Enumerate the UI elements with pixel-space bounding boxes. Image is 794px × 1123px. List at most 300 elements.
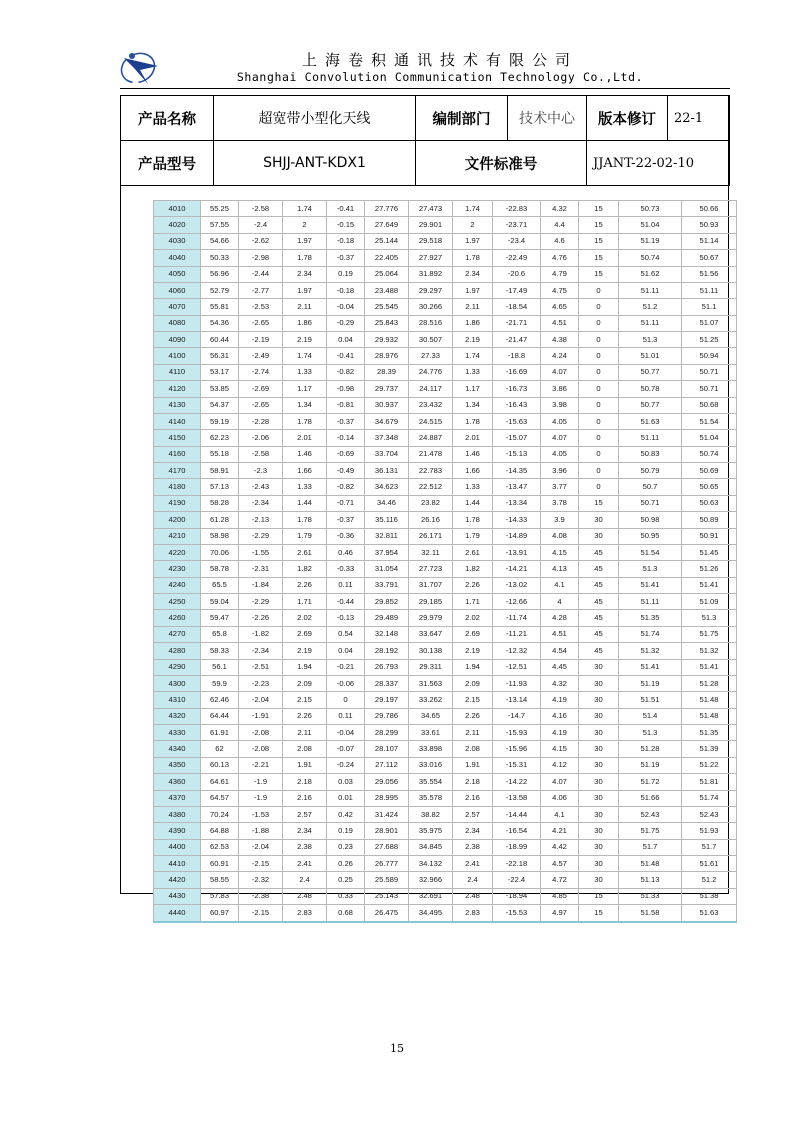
table-cell: 32.966 [409,872,453,888]
frequency-cell: 4100 [154,348,201,364]
table-cell: -13.02 [493,577,541,593]
table-cell: -16.54 [493,823,541,839]
table-cell: 23.432 [409,397,453,413]
table-cell: 51.3 [619,561,682,577]
table-cell: 51.74 [682,790,737,806]
table-row [154,659,737,675]
table-cell: 2.34 [283,823,327,839]
table-cell: 2.19 [453,332,493,348]
table-cell: -0.33 [327,561,365,577]
table-cell: 1.34 [453,397,493,413]
table-cell: 1.74 [283,201,327,217]
table-cell: 0 [579,332,619,348]
table-row [154,528,737,544]
table-cell: 15 [579,888,619,904]
table-cell: -1.91 [239,708,283,724]
table-cell: 2.48 [453,888,493,904]
table-cell: 4.1 [541,577,579,593]
table-row [154,839,737,855]
table-cell: 2.02 [453,610,493,626]
table-cell: -0.04 [327,299,365,315]
table-cell: -13.34 [493,495,541,511]
frequency-cell: 4060 [154,282,201,298]
table-cell: -18.99 [493,839,541,855]
table-cell: -0.82 [327,364,365,380]
frequency-cell: 4180 [154,479,201,495]
table-cell: -0.37 [327,413,365,429]
frequency-cell: 4080 [154,315,201,331]
table-cell: 51.51 [619,692,682,708]
table-cell: -2.15 [239,856,283,872]
table-cell: 1.46 [283,446,327,462]
table-cell: 25.143 [365,888,409,904]
table-cell: 4.15 [541,741,579,757]
table-cell: 62.46 [201,692,239,708]
table-cell: -2.29 [239,528,283,544]
table-cell: 1.86 [453,315,493,331]
company-name-en: Shanghai Convolution Communication Technology Co.,Ltd. [236,70,644,84]
table-row [154,774,737,790]
table-cell: 1.46 [453,446,493,462]
table-cell: 25.064 [365,266,409,282]
table-cell: -18.94 [493,888,541,904]
table-cell: 2.15 [453,692,493,708]
table-cell: 28.976 [365,348,409,364]
table-cell: -0.81 [327,397,365,413]
table-row [154,610,737,626]
table-cell: 51.4 [619,708,682,724]
table-row [154,626,737,642]
table-cell: 45 [579,643,619,659]
table-cell: 65.8 [201,626,239,642]
table-cell: 58.55 [201,872,239,888]
table-cell: -14.89 [493,528,541,544]
table-cell: 2.15 [283,692,327,708]
table-cell: 56.31 [201,348,239,364]
frequency-cell: 4160 [154,446,201,462]
table-cell: 35.116 [365,512,409,528]
table-cell: 1.71 [453,594,493,610]
frequency-cell: 4110 [154,364,201,380]
table-cell: 51.35 [619,610,682,626]
table-cell: 30.138 [409,643,453,659]
table-row [154,561,737,577]
table-cell: -2.62 [239,233,283,249]
table-cell: 56.96 [201,266,239,282]
frequency-cell: 4150 [154,430,201,446]
table-cell: 55.18 [201,446,239,462]
table-cell: 2.69 [283,626,327,642]
table-cell: 65.5 [201,577,239,593]
table-cell: -2.38 [239,888,283,904]
table-cell: 51.58 [619,905,682,922]
table-cell: 30.937 [365,397,409,413]
table-cell: 51.04 [619,217,682,233]
table-row [154,413,737,429]
table-cell: 2.34 [453,823,493,839]
frequency-cell: 4380 [154,806,201,822]
table-cell: 0.19 [327,266,365,282]
table-cell: 52.79 [201,282,239,298]
table-cell: 2.11 [453,299,493,315]
table-cell: 51.45 [682,544,737,560]
table-cell: 30 [579,856,619,872]
table-cell: -2.32 [239,872,283,888]
table-cell: 1.33 [453,364,493,380]
table-cell: 1.74 [453,348,493,364]
table-cell: 51.7 [619,839,682,855]
table-row [154,282,737,298]
table-cell: 51.63 [619,413,682,429]
table-cell: 0 [579,479,619,495]
table-cell: 30 [579,675,619,691]
table-cell: 4.54 [541,643,579,659]
table-cell: -0.36 [327,528,365,544]
table-cell: -13.91 [493,544,541,560]
table-cell: -14.44 [493,806,541,822]
table-cell: 51.41 [619,577,682,593]
model-value: SHJJ-ANT-KDX1 [214,141,416,186]
doc-number-label: 文件标准号 [416,141,587,186]
table-cell: 51.56 [682,266,737,282]
table-row [154,725,737,741]
table-cell: 58.91 [201,463,239,479]
table-cell: -15.63 [493,413,541,429]
table-cell: 4.79 [541,266,579,282]
table-cell: 59.04 [201,594,239,610]
table-cell: -15.31 [493,757,541,773]
table-cell: -0.29 [327,315,365,331]
table-cell: 50.33 [201,250,239,266]
table-cell: 57.13 [201,479,239,495]
model-label: 产品型号 [121,141,214,186]
frequency-cell: 4370 [154,790,201,806]
table-cell: 34.132 [409,856,453,872]
table-cell: 29.056 [365,774,409,790]
table-cell: 58.98 [201,528,239,544]
table-cell: -11.74 [493,610,541,626]
table-cell: 1.79 [453,528,493,544]
table-cell: 51.74 [619,626,682,642]
table-cell: -2.34 [239,643,283,659]
table-cell: 30 [579,839,619,855]
table-cell: -1.9 [239,790,283,806]
table-cell: 51.75 [682,626,737,642]
table-cell: 4.13 [541,561,579,577]
frequency-cell: 4410 [154,856,201,872]
table-cell: 29.197 [365,692,409,708]
table-cell: 15 [579,233,619,249]
table-cell: 29.311 [409,659,453,675]
table-cell: 0.42 [327,806,365,822]
table-cell: 50.71 [682,364,737,380]
table-cell: 0.19 [327,823,365,839]
table-row [154,643,737,659]
table-cell: -18.8 [493,348,541,364]
table-cell: 29.901 [409,217,453,233]
table-cell: 32.148 [365,626,409,642]
table-cell: 62.23 [201,430,239,446]
page-number: 15 [390,1042,404,1055]
table-cell: 51.3 [619,725,682,741]
table-cell: -1.53 [239,806,283,822]
table-cell: 30.266 [409,299,453,315]
table-cell: 25.144 [365,233,409,249]
table-cell: 51.38 [682,888,737,904]
table-cell: 2.02 [283,610,327,626]
table-cell: 45 [579,626,619,642]
table-cell: 2.08 [283,741,327,757]
table-cell: 34.46 [365,495,409,511]
table-cell: 2.09 [283,675,327,691]
table-cell: 2.41 [453,856,493,872]
table-cell: 3.9 [541,512,579,528]
table-row [154,348,737,364]
table-cell: 57.83 [201,888,239,904]
product-name-value: 超宽带小型化天线 [214,96,416,141]
table-cell: 1.78 [453,413,493,429]
table-cell: 50.83 [619,446,682,462]
table-row [154,823,737,839]
table-row [154,594,737,610]
table-cell: 59.9 [201,675,239,691]
table-cell: -0.82 [327,479,365,495]
table-cell: -12.32 [493,643,541,659]
table-cell: 2.34 [283,266,327,282]
table-cell: 4.07 [541,774,579,790]
table-cell: -2.49 [239,348,283,364]
table-cell: 15 [579,266,619,282]
table-cell: 27.473 [409,201,453,217]
table-cell: 28.337 [365,675,409,691]
table-cell: 50.74 [619,250,682,266]
table-cell: 32.11 [409,544,453,560]
table-cell: 51.3 [682,610,737,626]
document-info-table [120,95,730,186]
table-cell: 31.892 [409,266,453,282]
frequency-cell: 4210 [154,528,201,544]
frequency-cell: 4280 [154,643,201,659]
table-cell: -0.14 [327,430,365,446]
table-row [154,250,737,266]
table-cell: -2.23 [239,675,283,691]
table-cell: -2.26 [239,610,283,626]
table-row [154,332,737,348]
table-cell: 51.2 [619,299,682,315]
table-cell: 1.97 [283,233,327,249]
table-cell: 50.67 [682,250,737,266]
table-cell: -2.4 [239,217,283,233]
table-cell: 29.489 [365,610,409,626]
table-cell: -22.4 [493,872,541,888]
table-row [154,675,737,691]
table-cell: 2.61 [283,544,327,560]
table-cell: 62 [201,741,239,757]
table-cell: 1.66 [283,463,327,479]
table-cell: 4 [541,594,579,610]
table-cell: 51.11 [619,282,682,298]
table-cell: 21.478 [409,446,453,462]
table-cell: 50.78 [619,381,682,397]
table-cell: -2.19 [239,332,283,348]
table-cell: -2.98 [239,250,283,266]
table-cell: -2.31 [239,561,283,577]
table-cell: -2.08 [239,725,283,741]
table-cell: 4.08 [541,528,579,544]
table-cell: -2.15 [239,905,283,922]
table-row [154,692,737,708]
table-cell: 51.75 [619,823,682,839]
table-cell: 61.91 [201,725,239,741]
table-cell: 31.424 [365,806,409,822]
table-cell: 27.33 [409,348,453,364]
frequency-cell: 4420 [154,872,201,888]
table-cell: 23.82 [409,495,453,511]
table-cell: 24.776 [409,364,453,380]
table-cell: 1.78 [283,512,327,528]
table-cell: 51.7 [682,839,737,855]
table-cell: 4.65 [541,299,579,315]
table-cell: 2.01 [453,430,493,446]
frequency-cell: 4230 [154,561,201,577]
table-cell: 1.91 [453,757,493,773]
table-cell: -0.69 [327,446,365,462]
table-cell: 29.852 [365,594,409,610]
table-cell: 50.98 [619,512,682,528]
table-cell: 30 [579,528,619,544]
table-cell: -23.4 [493,233,541,249]
table-cell: 23.488 [365,282,409,298]
table-cell: -16.73 [493,381,541,397]
frequency-cell: 4270 [154,626,201,642]
table-cell: 51.11 [682,282,737,298]
table-cell: 2.48 [283,888,327,904]
table-cell: 25.843 [365,315,409,331]
table-cell: 51.22 [682,757,737,773]
table-cell: 24.515 [409,413,453,429]
table-cell: 4.06 [541,790,579,806]
table-cell: -13.58 [493,790,541,806]
version-value: 22-1 [668,96,730,141]
table-cell: 51.26 [682,561,737,577]
table-cell: -2.58 [239,446,283,462]
table-cell: 4.51 [541,315,579,331]
table-cell: 33.262 [409,692,453,708]
table-cell: -15.53 [493,905,541,922]
table-cell: 29.185 [409,594,453,610]
dept-value: 技术中心 [508,96,587,141]
table-row [154,381,737,397]
table-cell: 1.78 [453,512,493,528]
table-cell: 0.11 [327,708,365,724]
table-cell: -2.06 [239,430,283,446]
table-row [154,266,737,282]
table-cell: 51.19 [619,675,682,691]
table-cell: -14.22 [493,774,541,790]
table-cell: 4.51 [541,626,579,642]
table-cell: -16.69 [493,364,541,380]
table-cell: 25.545 [365,299,409,315]
table-cell: -14.7 [493,708,541,724]
frequency-cell: 4430 [154,888,201,904]
table-cell: 1.78 [453,250,493,266]
frequency-cell: 4350 [154,757,201,773]
table-cell: -2.44 [239,266,283,282]
info-row-1 [121,96,730,141]
table-cell: 55.81 [201,299,239,315]
table-cell: 64.88 [201,823,239,839]
table-cell: 34.65 [409,708,453,724]
table-cell: 28.995 [365,790,409,806]
table-cell: -0.98 [327,381,365,397]
table-cell: 28.901 [365,823,409,839]
table-cell: 0 [579,299,619,315]
table-cell: 0.23 [327,839,365,855]
table-cell: 0 [579,315,619,331]
table-row [154,233,737,249]
table-cell: 0.33 [327,888,365,904]
table-cell: 52.43 [619,806,682,822]
table-cell: 30 [579,757,619,773]
table-cell: 2.09 [453,675,493,691]
frequency-cell: 4050 [154,266,201,282]
table-cell: 26.171 [409,528,453,544]
frequency-cell: 4290 [154,659,201,675]
table-row [154,888,737,904]
version-label: 版本修订 [587,96,668,141]
table-cell: 30 [579,823,619,839]
table-cell: -22.49 [493,250,541,266]
table-cell: -1.55 [239,544,283,560]
table-cell: 0.04 [327,332,365,348]
table-cell: -15.96 [493,741,541,757]
company-logo [118,44,162,88]
table-cell: 51.25 [682,332,737,348]
table-cell: 51.11 [619,430,682,446]
table-cell: 24.887 [409,430,453,446]
table-cell: 56.1 [201,659,239,675]
table-cell: -14.35 [493,463,541,479]
table-cell: 60.13 [201,757,239,773]
table-cell: 50.79 [619,463,682,479]
table-cell: 45 [579,561,619,577]
table-cell: 33.016 [409,757,453,773]
table-cell: 1.97 [453,282,493,298]
table-cell: 51.3 [619,332,682,348]
table-cell: -0.49 [327,463,365,479]
table-row [154,446,737,462]
table-cell: 0.68 [327,905,365,922]
table-cell: 51.66 [619,790,682,806]
table-cell: 2.57 [453,806,493,822]
table-cell: 34.495 [409,905,453,922]
table-row [154,512,737,528]
table-cell: -13.47 [493,479,541,495]
table-cell: 4.16 [541,708,579,724]
table-cell: 4.19 [541,692,579,708]
table-cell: 4.07 [541,364,579,380]
table-cell: 51.13 [619,872,682,888]
table-cell: 2.11 [453,725,493,741]
table-cell: 50.74 [682,446,737,462]
table-cell: 28.516 [409,315,453,331]
table-cell: 1.74 [283,348,327,364]
table-cell: -21.47 [493,332,541,348]
table-cell: 30 [579,659,619,675]
table-cell: 51.11 [619,594,682,610]
frequency-cell: 4310 [154,692,201,708]
table-cell: -0.37 [327,250,365,266]
